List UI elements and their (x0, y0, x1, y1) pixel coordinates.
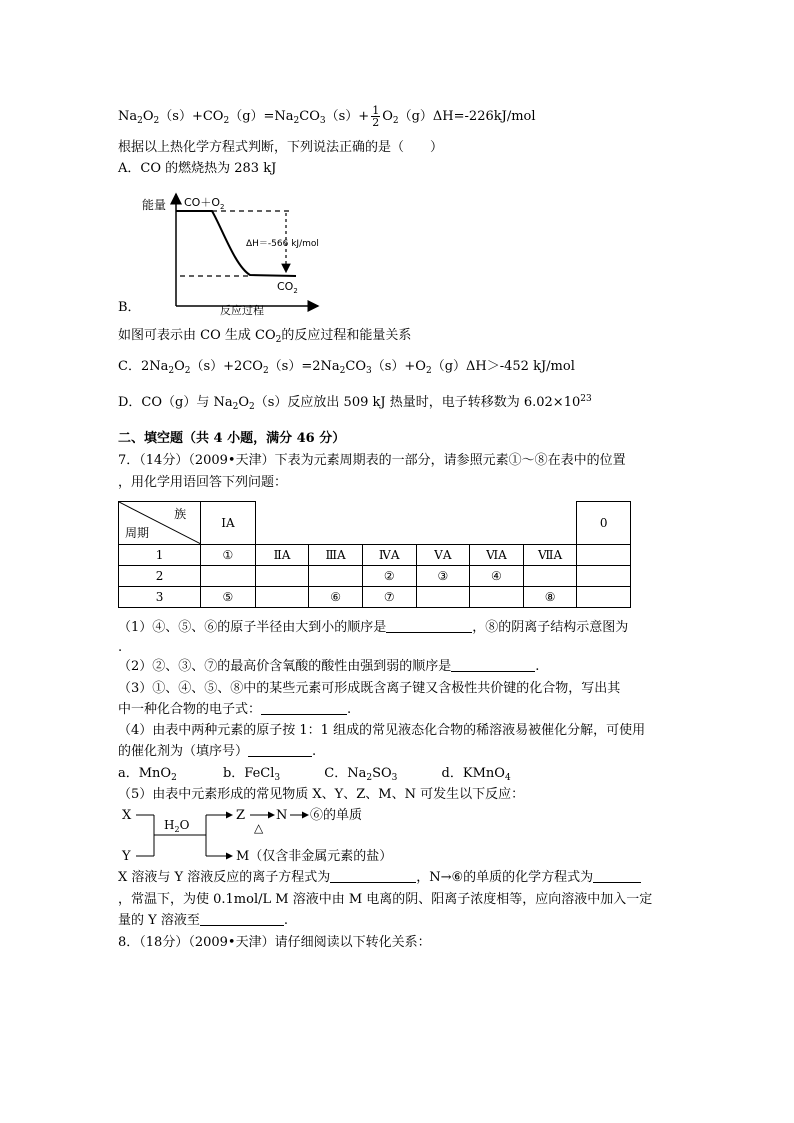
q7-part1-end: . (118, 640, 123, 655)
option-a: A．CO 的燃烧热为 283 kJ (118, 161, 277, 176)
species-z: Z (236, 808, 246, 823)
q7-part4-line1: （4）由表中两种元素的原子按 1：1 组成的常见液态化合物的稀溶液易被催化分解，可使用 (118, 723, 646, 738)
species-x: X (122, 808, 132, 823)
question-6-prompt: 根据以上热化学方程式判断，下列说法正确的是（ ） (118, 140, 444, 155)
q7-part4-options (118, 765, 511, 787)
reaction-progress-label: 反应过程 (220, 304, 264, 316)
equation-na2o2-co2: $Na_2O_2(s)+CO_2(g)=Na_2CO_3(s)+$ $\frac{1}{2}$ $O_2(g)\Delta H=-226kJ$/mol (118, 104, 536, 129)
product-label: $CO_2$ (277, 280, 298, 295)
option-b-fecl3: b．FeCl$_3$ (222, 766, 281, 783)
table-row-period-1: 1 ① ⅡA ⅢA ⅣA ⅤA ⅥA ⅦA (119, 545, 631, 566)
option-b-letter: B． (118, 300, 141, 315)
option-c-na2so3: C．$Na_2SO_3$ (324, 766, 398, 783)
q7-part5-line2: ，常温下，为使 0.1mol/L M 溶液中由 M 电离的阴、阳离子浓度相等，应向溶液中加入一定 (118, 892, 653, 907)
answer-blank[interactable] (593, 869, 641, 883)
question-7-line2: ，用化学用语回答下列问题： (118, 475, 288, 490)
group-ia-header: ⅠA (201, 502, 256, 545)
q7-part3-line2: 中一种化合物的电子式： . (118, 702, 352, 717)
q7-part5: （5）由表中元素形成的常见物质 X、Y、Z、M、N 可发生以下反应： (118, 787, 525, 802)
q7-part4-line2: 的催化剂为（填序号） . (118, 744, 317, 759)
option-d-kmno4: d．KMnO$_4$ (441, 766, 511, 783)
fraction-one-half: $\frac{1}{2}$ (372, 104, 380, 129)
question-7-line1: 7．（14分）（2009•天津）下表为元素周期表的一部分，请参照元素①～⑧在表中的位置 (118, 453, 626, 468)
heat-symbol: △ (254, 821, 264, 835)
answer-blank[interactable] (330, 869, 416, 883)
option-d: D．CO（g）与 $Na_2O_2(s)$反应放出 509 kJ 热量时，电子转移数为 $6.02\times 10^{23}$ (118, 394, 592, 412)
answer-blank[interactable] (451, 658, 535, 672)
element-6-simple-substance: ⑥的单质 (310, 808, 363, 823)
answer-blank[interactable] (200, 912, 284, 926)
option-b-text: 如图可表示由 CO 生成 $CO_2$的反应过程和能量关系 (118, 328, 412, 345)
q7-part5-line1: X 溶液与 Y 溶液反应的离子方程式为 ，N→⑥的单质的化学方程式为 (118, 869, 641, 887)
section-2-heading: 二、填空题（共 4 小题，满分 46 分） (118, 431, 346, 446)
q7-part1: （1）④、⑤、⑥的原子半径由大到小的顺序是 ，⑧的阴离子结构示意图为 (118, 620, 629, 635)
energy-diagram (140, 188, 330, 316)
periodic-table (118, 501, 631, 608)
table-row-period-3: 3 ⑤ ⑥ ⑦ ⑧ (119, 587, 631, 608)
species-y: Y (122, 849, 131, 864)
header-diagonal-cell: 族 周期 (119, 502, 201, 545)
q7-part5-line3: 量的 Y 溶液至 . (118, 913, 288, 928)
option-a-mno2: a．MnO$_2$ (118, 766, 177, 783)
delta-h-label: ΔH＝-566 kJ/mol (246, 239, 319, 249)
option-c: C．$2Na_2O_2(s)+2CO_2(s)=2Na_2CO_3(s)+O_2(g)\Delta H>-452$ kJ/mol (118, 359, 575, 376)
q7-part2: （2）②、③、⑦的最高价含氧酸的酸性由强到弱的顺序是 . (118, 659, 540, 674)
table-row-period-2: 2 ② ③ ④ (119, 566, 631, 587)
reactant-label: $CO+O_2$ (184, 196, 225, 211)
q7-part3-line1: （3）①、④、⑤、⑧中的某些元素可形成既含离子键又含极性共价键的化合物，写出其 (118, 681, 621, 696)
answer-blank[interactable] (261, 701, 347, 715)
answer-blank[interactable] (248, 743, 312, 757)
question-8-prompt: 8．（18分）（2009•天津）请仔细阅读以下转化关系： (118, 935, 431, 950)
species-n: N (276, 808, 288, 823)
species-m: M（仅含非金属元素的盐） (236, 849, 393, 864)
answer-blank[interactable] (386, 619, 472, 633)
energy-label: 能量 (142, 198, 167, 212)
group-0-header: 0 (577, 502, 631, 545)
reagent-h2o: $H_2O$ (164, 818, 190, 834)
reaction-scheme (118, 805, 418, 867)
